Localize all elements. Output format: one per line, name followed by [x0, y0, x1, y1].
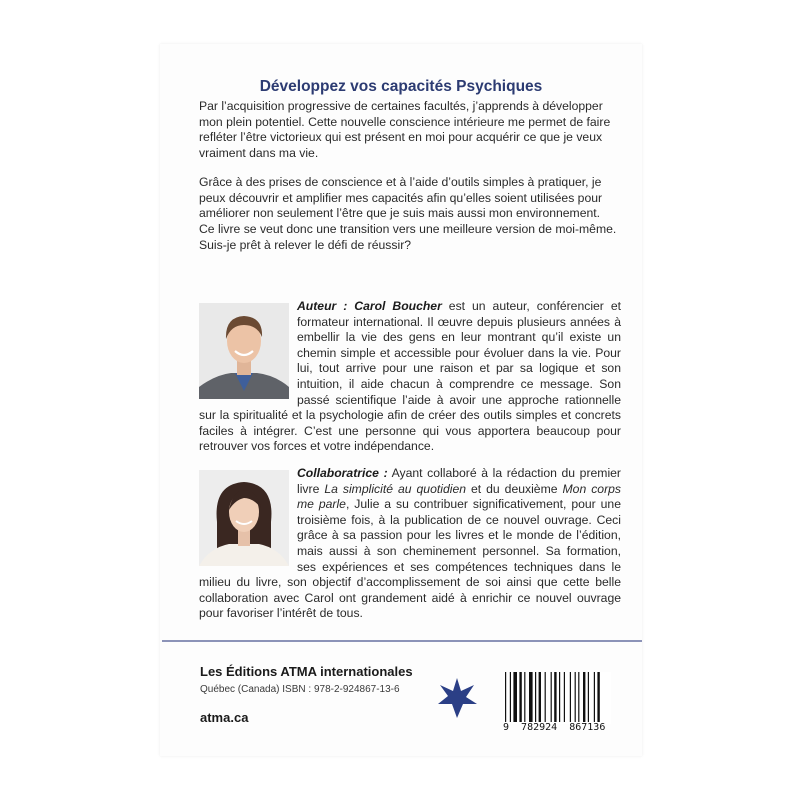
barcode-bar — [588, 672, 589, 722]
barcode-bar — [539, 672, 541, 722]
collaborator-photo — [199, 470, 289, 566]
book-title-1: La simplicité au quotidien — [324, 481, 466, 496]
intro-paragraph-1: Par l’acquisition progressive de certaines facultés, j’apprends à développer mon plein potentiel. Cette nouvelle conscience intérieure me permet de faire refléter l’être victorieux qui est présent en moi pour acquérir ce que je veux vraiment dans ma vie. — [199, 99, 611, 161]
book-title-2: Mon corps me parle — [297, 481, 622, 512]
barcode-bar — [575, 672, 576, 722]
collaborator-label: Collaboratrice : — [297, 466, 388, 480]
barcode-bar — [570, 672, 571, 722]
barcode-bar — [505, 672, 506, 722]
collaborator-text-b: et du deuxième — [466, 481, 563, 496]
collaborator-text-c: , Julie a su contribuer significativement, pour une troisième fois, à la publication de ce nouvel ouvrage. Ceci grâce à sa passion pour les livres et le monde de l’édition, mais aussi à son cheminement personnel. Sa formation, ses expériences et ses compétences techniques dans le milieu du livre, son objectif d’accomplissement de soi ainsi que cette belle collaboration avec Carol ont grandement aidé à enrichir ce nouvel ouvrage pour favoriser l’intérêt de tous. — [199, 497, 621, 621]
barcode-bar — [559, 672, 560, 722]
collaborator-text-a: Ayant collaboré à la rédaction du premier livre — [297, 466, 621, 496]
barcode-bar — [554, 672, 556, 722]
barcode-bar — [510, 672, 511, 722]
footer-divider — [162, 640, 642, 642]
intro-paragraph-2: Grâce à des prises de conscience et à l’aide d’outils simples à pratiquer, je peux découvrir et amplifier mes capacités afin qu’elles soient utilisées pour améliorer non seulement l’être que je suis mais aussi mon environnement. Ce livre se veut donc une transition vers une meilleure version de moi-même. Suis-je prêt à relever le défi de réussir? — [199, 175, 617, 252]
barcode-bar — [597, 672, 599, 722]
barcode-bar — [583, 672, 585, 722]
barcode — [503, 672, 611, 724]
isbn-line: Québec (Canada) ISBN : 978-2-924867-13-6 — [200, 684, 400, 695]
barcode-bar — [594, 672, 595, 722]
barcode-bar — [564, 672, 565, 722]
author-label: Auteur : Carol Boucher — [297, 299, 442, 313]
star-logo-icon — [436, 677, 478, 719]
barcode-bar — [551, 672, 552, 722]
website-link[interactable]: atma.ca — [200, 710, 249, 725]
author-bio — [199, 299, 621, 455]
barcode-digits: 9 782924 867136 — [503, 722, 606, 733]
author-text: est un auteur, conférencier et formateur international. Il œuvre depuis plusieurs années à embellir la vie des gens en leur montrant qu’il existe un chemin simple et accessible pour évoluer dans la vie. Pour lui, tout arrive pour une raison et par sa logique et son intuition, il aide chacun à comprendre ce message. Son passé scientifique l’aide à avoir une approche rationnelle sur la spiritualité et la psychologie afin de créer des outils simples et concrets faciles à intégrer. C’est une personne qui vous apportera beaucoup pour retrouver vos forces et votre indépendance. — [199, 299, 621, 454]
barcode-bar — [519, 672, 521, 722]
barcode-bar — [529, 672, 533, 722]
publisher-name: Les Éditions ATMA internationales — [200, 664, 413, 679]
book-title: Développez vos capacités Psychiques — [259, 78, 543, 95]
barcode-bar — [524, 672, 525, 722]
barcode-bar — [513, 672, 517, 722]
barcode-bar — [535, 672, 536, 722]
author-photo — [199, 303, 289, 399]
collaborator-bio — [199, 466, 621, 622]
barcode-bar — [545, 672, 546, 722]
barcode-bar — [578, 672, 579, 722]
